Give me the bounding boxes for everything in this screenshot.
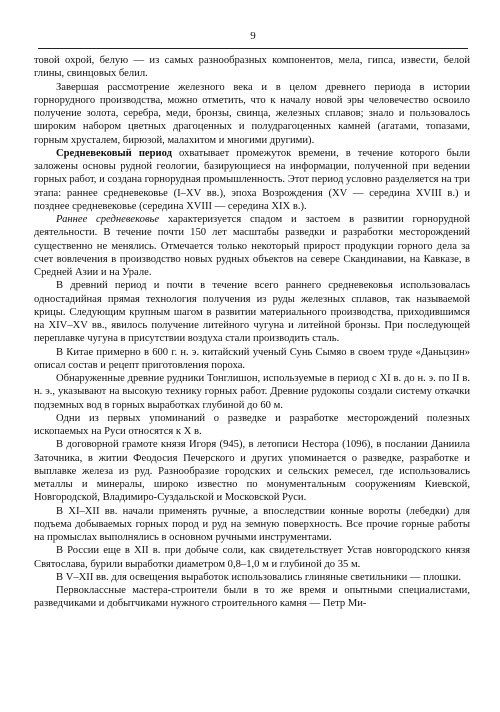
page-number: 9 [250,30,256,42]
text-run: В России еще в XII в. при добыче соли, как свидетельствует Устав новгородского князя Святослава, бурили выработки диаметром 0,8–1,0 м и глубиной до 35 м. [34,545,470,570]
paragraph [34,213,470,279]
paragraph [34,372,470,412]
page-header [38,24,468,49]
text-run: Одни из первых упоминаний о разведке и разработке месторождений полезных ископаемых на Руси относятся к X в. [34,412,470,437]
text-run: Обнаруженные древние рудники Тонглишон, используемые в период с XI в. до н. э. по II в. н. э., указывают на высокую технику горных работ. Древние рудокопы создали систему откачки подземных вод в горных выработках глубиной до 60 м. [34,373,470,411]
body-text [34,54,470,611]
paragraph [34,81,470,147]
paragraph [34,54,470,81]
text-run: Завершая рассмотрение железного века и в целом древнего периода в истории горнорудного производства, можно отметить, что к началу новой эры человечество освоило получение золота, серебра, меди, бронзы, свинца, железных сплавов; знало и пользовалось широким набором цветных драгоценных и полудрагоценных камней (агатами, топазами, горным хрусталем, бирюзой, малахитом и многими другими). [34,81,470,146]
text-run: В древний период и почти в течение всего раннего средневековья использовалась одностадийная прямая технология получения из руды железных сплавов, так называемой крицы. Следующим крупным шагом в развитии материального производства, приходившимся на XIV–XV вв., явилось получение литейного чугуна и литейной бронзы. При последующей переплавке чугуна в присутствии воздуха стали производить сталь. [34,280,470,345]
text-run: В V–XII вв. для освещения выработок использовались глиняные светильники — плошки. [56,571,462,583]
text-run: характеризуется спадом и застоем в развитии горнорудной деятельности. В течение почти 150 лет масштабы разведки и разработки месторождений существенно не менялись. Отмечается только некоторый прирост продукции горного дела за счет вовлечения в производство новых рудных объектов на севере Скандинавии, на Кавказе, в Средней Азии и на Урале. [34,214,471,278]
text-run: В Китае примерно в 600 г. н. э. китайский ученый Сунь Сымяо в своем труде «Даньцзин» описал состав и рецепт приготовления пороха. [34,346,470,371]
text-run: В XI–XII вв. начали применять ручные, а впоследствии конные вороты (лебедки) для подъема добываемых горных пород и руд на земную поверхность. Все прочие горные работы на промыслах выполнялись в основном ручными инструментами. [34,505,470,543]
text-run: Первоклассные мастера-строители были в то же время и опытными специалистами, разведчиками и добытчиками нужного строительного камня — Петр Ми- [34,585,470,610]
text-run: товой охрой, белую — из самых разнообразных компонентов, мела, гипса, извести, белой глины, свинцовых белил. [34,55,470,80]
paragraph [34,584,470,611]
text-run: охватывает промежуток времени, в течение которого были заложены основы рудной геологии, базирующиеся на информации, полученной при ведении горных работ, и создана горнорудная промышленность. Этот период условно разделяется на три этапа: раннее средневековье (I–XV вв.), эпоха Возрождения (XV — середина XVIII в.) и позднее средневековье (середина XVIII — середина XIX в.). [34,147,470,212]
text-run: В договорной грамоте князя Игоря (945), в летописи Нестора (1096), в послании Даниила Заточника, в житии Феодосия Печерского и других упоминается о разведке, разработке и выплавке железа из руд. Разнообразие городских и сельских ремесел, где использовались металлы и минералы, широко известно по монументальным сооружениям Киевской, Новгородской, Владимиро-Суздальской и Московской Руси. [34,439,470,504]
paragraph [34,279,470,345]
paragraph [34,505,470,545]
paragraph [34,147,470,213]
paragraph [34,346,470,373]
paragraph [34,571,470,584]
bold-term: Средневековый период [56,147,172,159]
paragraph [34,544,470,571]
paragraph [34,412,470,439]
italic-term: Раннее средневековье [56,214,160,225]
paragraph [34,438,470,504]
